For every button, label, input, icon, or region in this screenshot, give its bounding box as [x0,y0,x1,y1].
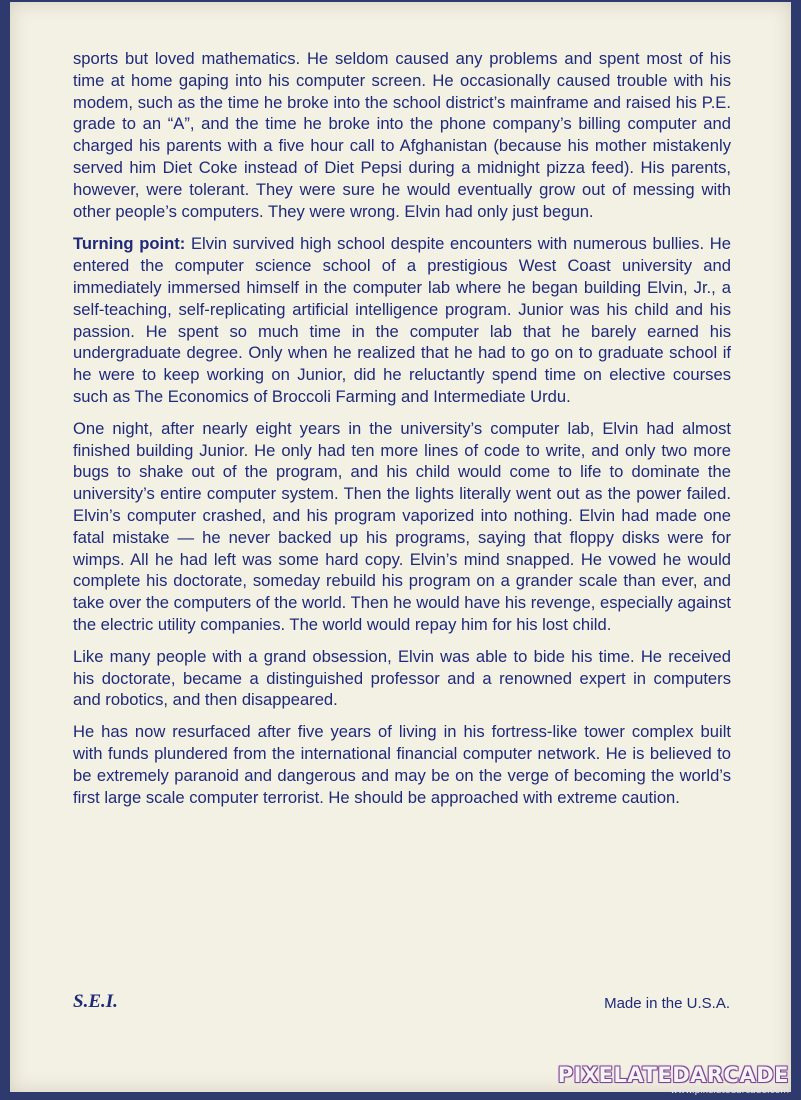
paragraph-turning-point [73,233,731,407]
manual-page [10,2,791,1092]
watermark [558,1064,789,1097]
turning-point-heading: Turning point: [73,234,186,254]
body-text [73,48,731,818]
watermark-brand: PIXELATEDARCADE [557,1063,789,1087]
publisher-logo: S.E.I. [73,991,118,1012]
paragraph-disappearance: Like many people with a grand obsession, Elvin was able to bide his time. He received his doctorate, became a distinguished professor and a renowned expert in computers and robotics, and then disappeared. [73,646,731,710]
watermark-url: www.pixelatedarcade.com [670,1086,789,1096]
made-in-usa: Made in the U.S.A. [604,995,730,1012]
turning-point-text: Elvin survived high school despite encounters with numerous bullies. He entered the computer science school of a prestigious West Coast university and immediately immersed himself in the computer lab where he began building Elvin, Jr., a self-teaching, self-replicating artificial intelligence program. Junior was his child and his passion. He spent so much time in the computer lab that he barely earned his undergraduate degree. Only when he realized that he had to go on to graduate school if he were to keep working on Junior, did he reluctantly spend time on elective courses such as The Economics of Broccoli Farming and Intermediate Urdu. [73,234,731,406]
paragraph-childhood: sports but loved mathematics. He seldom caused any problems and spent most of his time at home gaping into his computer screen. He occasionally caused trouble with his modem, such as the time he broke into the school district’s mainframe and raised his P.E. grade to an “A”, and the time he broke into the phone company’s billing computer and charged his parents with a five hour call to Afghanistan (because his mother mistakenly served him Diet Coke instead of Diet Pepsi during a midnight pizza feed). His parents, however, were tolerant. They were sure he would eventually grow out of messing with other people’s computers. They were wrong. Elvin had only just begun. [73,49,731,221]
paragraph-resurfaced: He has now resurfaced after five years of living in his fortress-like tower complex built with funds plundered from the international financial computer network. He is believed to be extremely paranoid and dangerous and may be on the verge of becoming the world’s first large scale computer terrorist. He should be approached with extreme caution. [73,722,731,807]
paragraph-power-failure: One night, after nearly eight years in the university’s computer lab, Elvin had almost finished building Junior. He only had ten more lines of code to write, and only two more bugs to shake out of the program, and his child would come to life to dominate the university’s entire computer system. Then the lights literally went out as the power failed. Elvin’s computer crashed, and his program vaporized into nothing. Elvin had made one fatal mistake — he never backed up his programs, saying that floppy disks were for wimps. All he had left was some hard copy. Elvin’s mind snapped. He vowed he would complete his doctorate, someday rebuild his program on a grander scale than ever, and take over the computers of the world. Then he would have his revenge, especially against the electric utility companies. The world would repay him for his lost child. [73,418,731,634]
